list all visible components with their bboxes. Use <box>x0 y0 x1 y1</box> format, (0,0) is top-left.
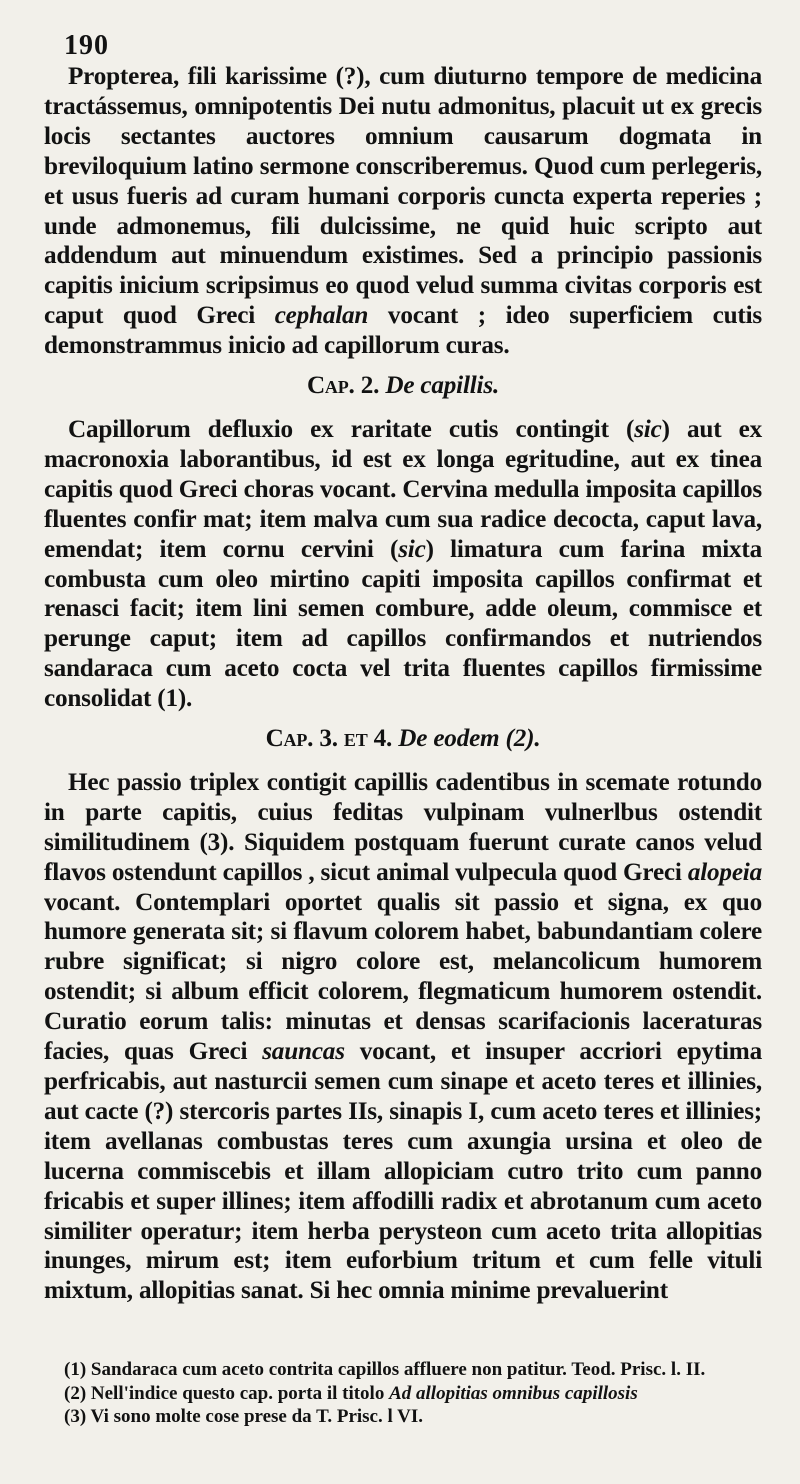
section-heading-title: De capillis. <box>385 372 500 400</box>
section-paragraph-cap-3-4: Hec passio triplex contigit capillis cadentibus in scemate rotundo in parte capitis, cuius feditas vulpinam vulnerlbus ostendit similitudinem (3). Siquidem postquam fuerunt curate canos velud flavos ostendunt capillos , sicut animal vulpecula quod Greci alopeia vocant. Contemplari oportet qualis sit passio et signa, ex quo humore generata sit; si flavum colorem habet, babundantiam colere rubre significat; si nigro colore est, melancolicum humorem ostendit; si album efficit colorem, flegmaticum humorem ostendit. Curatio eorum talis: minutas et densas scarifacionis laceraturas facies, quas Greci sauncas vocant, et insuper accriori epytima perfricabis, aut nasturcii semen cum sinape et aceto teres et illinies, aut cacte (?) stercoris partes IIs, sinapis I, cum aceto teres et illinies; item avellanas combustas teres cum axungia ursina et oleo de lucerna commiscebis et illam allopiciam cutro trito cum panno fricabis et super illines; item affodilli radix et abrotanum cum aceto similiter operatur; item herba perysteon cum aceto trita allopitias inunges, mirum est; item euforbium tritum et cum felle vituli mixtum, allopitias sanat. Si hec omnia minime prevaluerint <box>44 768 762 1305</box>
section-heading-cap-3-4 <box>44 724 762 754</box>
footnote-2: (2) Nell'indice questo cap. porta il titolo Ad allopitias omnibus capillosis <box>64 1382 638 1404</box>
footnote-3: (3) Vi sono molte cose prese da T. Prisc. l VI. <box>64 1406 424 1427</box>
section-heading-cap-2 <box>44 371 762 401</box>
section-heading-number: Cap. 3. et 4. <box>265 725 393 753</box>
page-number: 190 <box>64 30 109 61</box>
footnote-1: (1) Sandaraca cum aceto contrita capillos affluere non patitur. Teod. Prisc. l. II. <box>64 1359 706 1380</box>
intro-paragraph: Propterea, fili karissime (?), cum diuturno tempore de medicina tractássemus, omnipotentis Dei nutu admonitus, placuit ut ex grecis locis sectantes auctores omnium causarum dogmata in breviloquium latino sermone conscriberemus. Quod cum perlegeris, et usus fueris ad curam humani corporis cuncta experta reperies ; unde admonemus, fili dulcissime, ne quid huic scripto aut addendum aut minuendum existimes. Sed a principio passionis capitis inicium scripsimus eo quod velud summa civitas corporis est caput quod Greci cephalan vocant ; ideo superficiem cutis demonstrammus inicio ad capillorum curas. <box>44 63 762 360</box>
section-paragraph-cap-2: Capillorum defluxio ex raritate cutis contingit (sic) aut ex macronoxia laborantibus, id est ex longa egritudine, aut ex tinea capitis quod Greci choras vocant. Cervina medulla imposita capillos fluentes confir mat; item malva cum sua radice decocta, caput lava, emendat; item cornu cervini (sic) limatura cum farina mixta combusta cum oleo mirtino capiti imposita capillos confirmat et renasci facit; item lini semen combure, adde oleum, commisce et perunge caput; item ad capillos confirmandos et nutriendos sandaraca cum aceto cocta vel trita fluentes capillos firmissime consolidat (1). <box>44 415 763 713</box>
body-text <box>44 62 762 1306</box>
section-heading-title: De eodem (2). <box>398 725 541 753</box>
footnotes <box>44 1358 764 1429</box>
section-heading-number: Cap. 2. <box>306 372 380 400</box>
